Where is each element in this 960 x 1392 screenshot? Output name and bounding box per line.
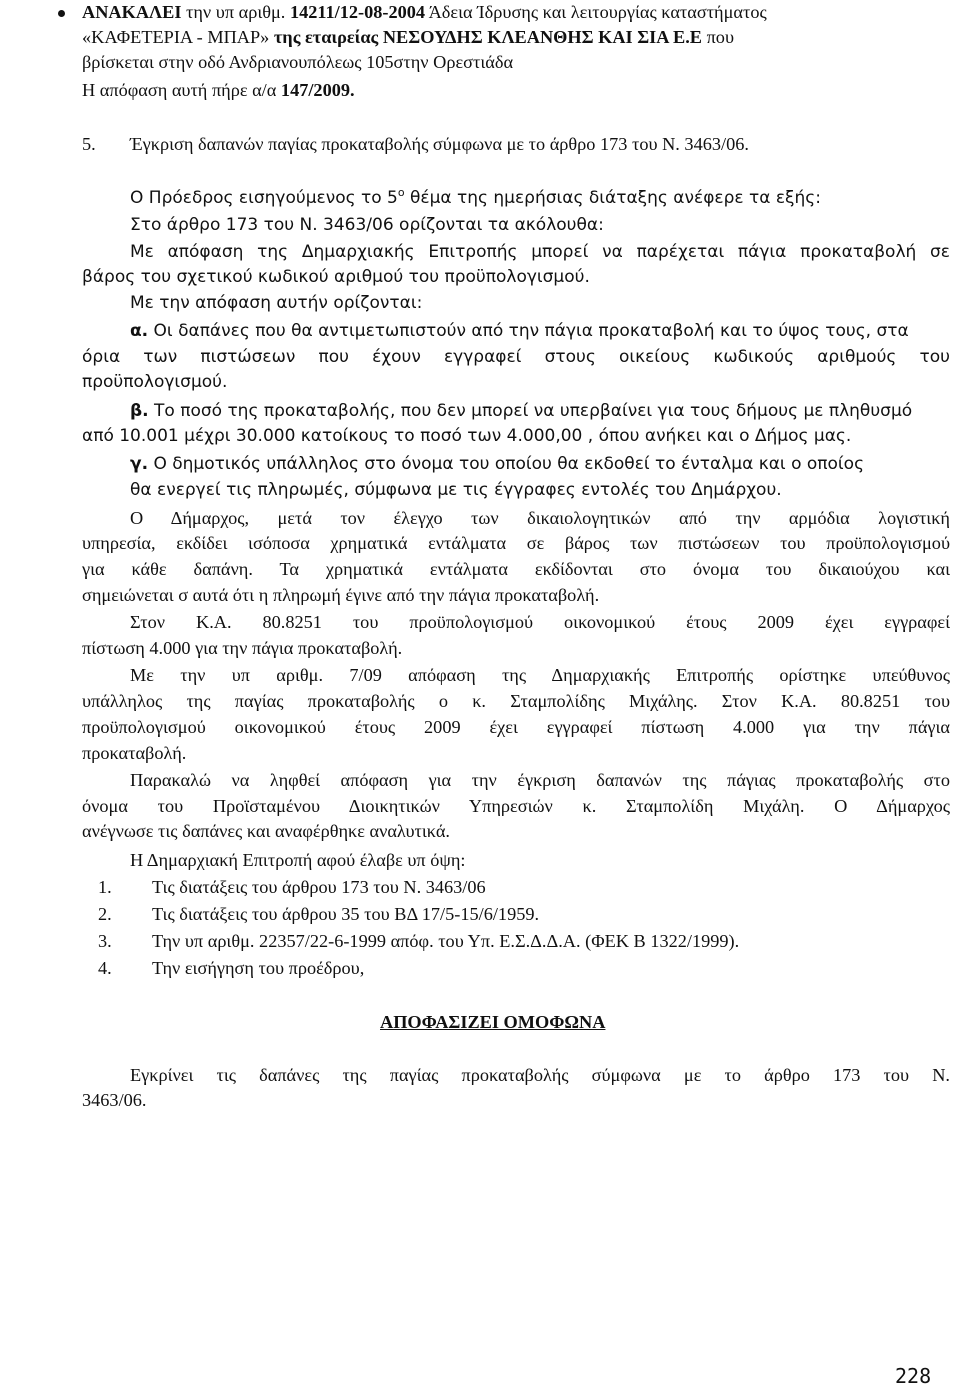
bullet-icon bbox=[58, 10, 65, 17]
nomination-line-4: προκαταβολή. bbox=[82, 743, 187, 763]
list-item: Την εισήγηση του προέδρου, bbox=[152, 958, 365, 978]
clause-c-line-1: γ. Ο δημοτικός υπάλληλος στο όνομα του οποίου θα εκδοθεί το ένταλμα και ο οποίος bbox=[130, 454, 865, 474]
item-title: Έγκριση δαπανών παγίας προκαταβολής σύμφωνα με το άρθρο 173 του Ν. 3463/06. bbox=[130, 134, 749, 154]
para1-line-2: βάρος του σχετικού κωδικού αριθμού του προϋπολογισμού. bbox=[82, 267, 590, 287]
list-item: Την υπ αριθμ. 22357/22-6-1999 απόφ. του Υπ. Ε.Σ.Δ.Δ.Α. (ΦΕΚ Β 1322/1999). bbox=[152, 931, 740, 951]
decision-line-1: Εγκρίνει τις δαπάνες της παγίας προκαταβολής σύμφωνα με το άρθρο 173 του Ν. bbox=[130, 1065, 950, 1085]
list-item-number: 3. bbox=[98, 931, 112, 951]
mayor-line-2: υπηρεσία, εκδίδει ισόποσα χρηματικά εντάλματα σε βάρος των πιστώσεων του προϋπολογισμού bbox=[82, 533, 950, 553]
para1-line-1: Με απόφαση της Δημαρχιακής Επιτροπής μπορεί να παρέχεται πάγια προκαταβολή σε bbox=[130, 242, 950, 262]
intro-line: Ο Πρόεδρος εισηγούμενος το $5^o$ θέμα της ημερήσιας διάταξης ανέφερε τα εξής: bbox=[130, 186, 821, 208]
mayor-line-3: για κάθε δαπάνη. Τα χρηματικά εντάλματα εκδίδονται στο όνομα του δικαιούχου και bbox=[82, 559, 950, 579]
request-line-2: όνομα του Προϊσταμένου Διοικητικών Υπηρεσιών κ. Σταμπολίδη Μιχάλη. Ο Δήμαρχος bbox=[82, 796, 950, 816]
clause-b-line-2: από 10.001 μέχρι 30.000 κατοίκους το ποσό των 4.000,00 , όπου ανήκει και ο Δήμος μας. bbox=[82, 426, 852, 446]
considered-heading: Η Δημαρχιακή Επιτροπή αφού έλαβε υπ όψη: bbox=[130, 850, 466, 870]
clause-b-line-1: β. Το ποσό της προκαταβολής, που δεν μπορεί να υπερβαίνει για τους δήμους με πληθυσμό bbox=[130, 401, 913, 421]
nomination-line-2: υπάλληλος της παγίας προκαταβολής ο κ. Σταμπολίδης Μιχάλης. Στον Κ.Α. 80.8251 του bbox=[82, 691, 950, 711]
clause-a-line-2: όρια των πιστώσεων που έχουν εγγραφεί στους οικείους κωδικούς αριθμούς του bbox=[82, 347, 950, 367]
clause-a-line-1: α. Οι δαπάνες που θα αντιμετωπιστούν από την πάγια προκαταβολή και το ύψος τους, στα bbox=[130, 321, 909, 341]
item-number: 5. bbox=[82, 134, 96, 154]
para1-line-3: Με την απόφαση αυτήν ορίζονται: bbox=[130, 293, 423, 313]
revocation-line-2: «ΚΑΦΕΤΕΡΙΑ - ΜΠΑΡ» της εταιρείας ΝΕΣΟΥΔΗΣ ΚΛΕΑΝΘΗΣ ΚΑΙ ΣΙΑ Ε.Ε που bbox=[82, 27, 734, 47]
request-line-1: Παρακαλώ να ληφθεί απόφαση για την έγκριση δαπανών της πάγιας προκαταβολής στο bbox=[130, 770, 950, 790]
budget-line-2: πίστωση 4.000 για την πάγια προκαταβολή. bbox=[82, 638, 403, 658]
mayor-line-1: Ο Δήμαρχος, μετά τον έλεγχο των δικαιολογητικών από την αρμόδια λογιστική bbox=[130, 508, 950, 528]
request-line-3: ανέγνωσε τις δαπάνες και αναφέρθηκε αναλυτικά. bbox=[82, 821, 450, 841]
clause-a-line-3: προϋπολογισμού. bbox=[82, 372, 228, 392]
decision-line-2: 3463/06. bbox=[82, 1090, 147, 1110]
nomination-line-1: Με την υπ αριθμ. 7/09 απόφαση της Δημαρχιακής Επιτροπής ορίστηκε υπεύθυνος bbox=[130, 665, 950, 685]
page-number: 228 bbox=[895, 1364, 932, 1388]
list-item: Τις διατάξεις του άρθρου 35 του ΒΔ 17/5-15/6/1959. bbox=[152, 904, 540, 924]
clause-c-line-2: θα ενεργεί τις πληρωμές, σύμφωνα με τις έγγραφες εντολές του Δημάρχου. bbox=[130, 480, 782, 500]
decision-number-line: Η απόφαση αυτή πήρε α/α 147/2009. bbox=[82, 80, 355, 100]
revocation-line-1: ΑΝΑΚΑΛΕΙ την υπ αριθμ. 14211/12-08-2004 Άδεια Ίδρυσης και λειτουργίας καταστήματος bbox=[82, 2, 767, 22]
mayor-line-4: σημειώνεται σ αυτά ότι η πληρωμή έγινε από την πάγια προκαταβολή. bbox=[82, 585, 600, 605]
budget-line-1: Στον Κ.Α. 80.8251 του προϋπολογισμού οικονομικού έτους 2009 έχει εγγραφεί bbox=[130, 612, 950, 632]
decision-title: ΑΠΟΦΑΣΙΖΕΙ ΟΜΟΦΩΝΑ bbox=[380, 1012, 606, 1032]
list-item-number: 2. bbox=[98, 904, 112, 924]
revocation-line-3: βρίσκεται στην οδό Ανδριανουπόλεως 105στην Ορεστιάδα bbox=[82, 52, 514, 72]
list-item: Τις διατάξεις του άρθρου 173 του Ν. 3463/06 bbox=[152, 877, 486, 897]
list-item-number: 4. bbox=[98, 958, 112, 978]
list-item-number: 1. bbox=[98, 877, 112, 897]
article-line: Στο άρθρο 173 του Ν. 3463/06 ορίζονται τα ακόλουθα: bbox=[130, 215, 604, 235]
nomination-line-3: προϋπολογισμού οικονομικού έτους 2009 έχει εγγραφεί πίστωση 4.000 για την πάγια bbox=[82, 717, 950, 737]
